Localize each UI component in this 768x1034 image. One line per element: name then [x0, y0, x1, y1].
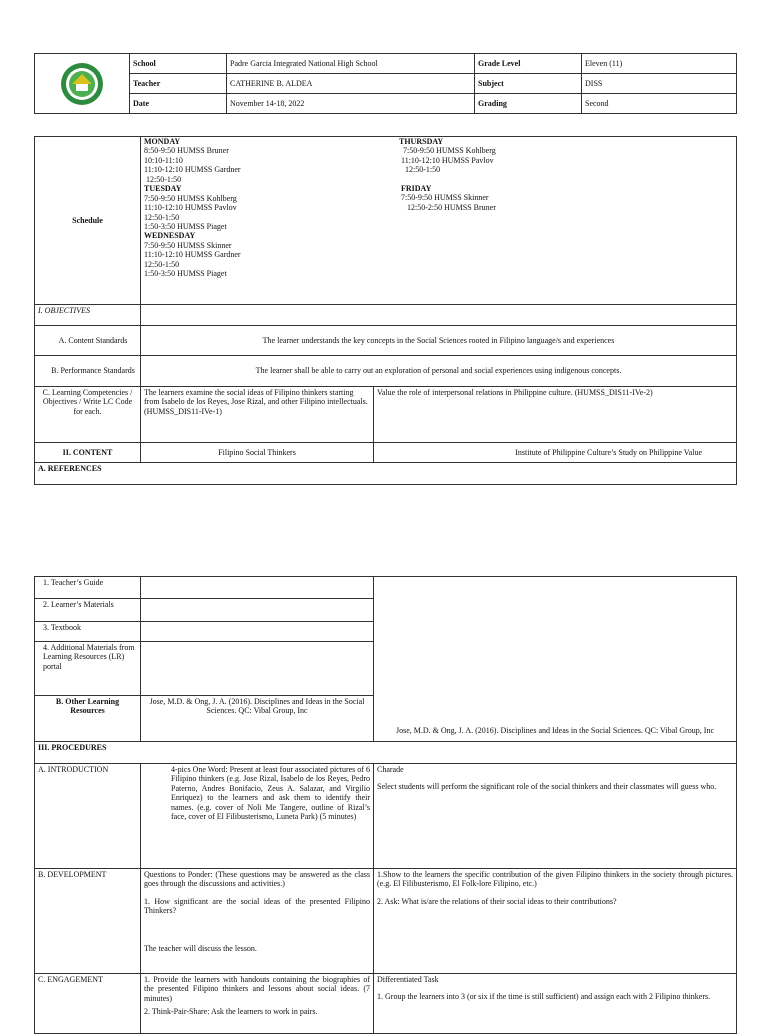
schedule-entry: 8:50-9:50 HUMSS Bruner — [144, 146, 229, 156]
development-left-3: The teacher will discuss the lesson. — [144, 943, 257, 953]
development-left-2: 1. How significant are the social ideas of the presented Filipino Thinkers? — [144, 896, 370, 916]
schedule-entry: 12:50-1:50 — [399, 165, 441, 175]
resources-right-block — [374, 577, 737, 742]
schedule-entry: 12:50-1:50 — [144, 174, 182, 184]
date-label: Date — [130, 94, 227, 114]
textbook-label: 3. Textbook — [35, 622, 141, 642]
engagement-left — [141, 974, 374, 1034]
grading-value: Second — [582, 94, 737, 114]
competencies-label: C. Learning Competencies / Objectives / Write LC Code for each. — [35, 387, 141, 443]
schedule-label: Schedule — [35, 137, 141, 305]
references-label: A. REFERENCES — [35, 463, 737, 485]
objectives-label: I. OBJECTIVES — [35, 305, 141, 326]
schedule-entry: 1:50-3:50 HUMSS Piaget — [144, 221, 227, 231]
lesson-plan-table — [34, 136, 737, 485]
grade-value: Eleven (11) — [582, 54, 737, 74]
schedule-entry: 1:50-3:50 HUMSS Piaget — [144, 269, 227, 279]
schedule-entry: 11:10-12:10 HUMSS Gardner — [144, 250, 241, 260]
schedule-entry: 11:10-12:10 HUMSS Pavlov — [399, 155, 494, 165]
engagement-label: C. ENGAGEMENT — [35, 974, 141, 1034]
procedures-table — [34, 576, 737, 1034]
development-label: B. DEVELOPMENT — [35, 869, 141, 974]
schedule-entry — [399, 175, 733, 184]
other-resources-label: B. Other Learning Resources — [35, 696, 141, 742]
additional-materials-label: 4. Additional Materials from Learning Resources (LR) portal — [35, 642, 141, 696]
header-table — [34, 53, 737, 114]
teachers-guide-value — [141, 577, 374, 599]
introduction-label: A. INTRODUCTION — [35, 764, 141, 869]
logo-cell — [35, 54, 130, 114]
teachers-guide-label: 1. Teacher’s Guide — [35, 577, 141, 599]
date-value: November 14-18, 2022 — [227, 94, 475, 114]
content-standards-value: The learner understands the key concepts in the Social Sciences rooted in Filipino language/s and experiences — [141, 326, 737, 356]
content-label: II. CONTENT — [35, 443, 141, 463]
introduction-right — [374, 764, 737, 869]
content-left: Filipino Social Thinkers — [141, 443, 374, 463]
schedule-entry: 11:10-12:10 HUMSS Pavlov — [144, 203, 237, 213]
subject-label: Subject — [475, 74, 582, 94]
schedule-entry: 11:10-12:10 HUMSS Gardner — [144, 165, 241, 175]
schedule-entry: 7:50-9:50 HUMSS Skinner — [399, 193, 489, 203]
school-seal-logo-icon — [38, 62, 126, 106]
schedule-entry: 7:50-9:50 HUMSS Kohlberg — [144, 193, 237, 203]
content-right: Institute of Philippine Culture’s Study on Philippine Value — [374, 443, 737, 463]
school-label: School — [130, 54, 227, 74]
grade-label: Grade Level — [475, 54, 582, 74]
procedures-label: III. PROCEDURES — [35, 742, 737, 764]
introduction-right-title: Charade — [377, 765, 404, 774]
teacher-value: CATHERINE B. ALDEA — [227, 74, 475, 94]
additional-materials-value — [141, 642, 374, 696]
schedule-day-heading: TUESDAY — [144, 184, 182, 194]
teacher-label: Teacher — [130, 74, 227, 94]
engagement-right-2: 1. Group the learners into 3 (or six if the time is still sufficient) and assign each with 2 Filipino thinkers. — [377, 992, 711, 1002]
performance-standards-label: B. Performance Standards — [35, 356, 141, 387]
competencies-left: The learners examine the social ideas of Filipino thinkers starting from Isabelo de los Reyes, Jose Rizal, and other Filipino intellectuals. (HUMSS_DIS11-IVe-1) — [141, 387, 374, 443]
schedule-cell — [141, 137, 737, 305]
schedule-left-list — [144, 137, 399, 279]
engagement-left-2: 2. Think-Pair-Share: Ask the learners to work in pairs. — [144, 1007, 318, 1017]
schedule-entry: 12:50-1:50 — [144, 212, 180, 222]
other-resources-left: Jose, M.D. & Ong, J. A. (2016). Disciplines and Ideas in the Social Sciences. QC: Vibal Group, Inc — [141, 696, 374, 742]
objectives-empty — [141, 305, 737, 326]
engagement-right — [374, 974, 737, 1034]
school-value: Padre Garcia Integrated National High School — [227, 54, 475, 74]
introduction-left: 4-pics One Word: Present at least four associated pictures of 6 Filipino thinkers (e.g. Jose Rizal, Isabelo de los Reyes, Pedro Paterno, Andres Bonifacio, Zeus A. Salazar, and Virgilio Enriquez) to the learners and ask them to identify their names. (e.g. cover of Noli Me Tangere, outline of Rizal’s face, cover of El Filibusterismo, Luneta Park) (5 minutes) — [141, 764, 374, 869]
schedule-entry: 12:50-1:50 — [144, 259, 180, 269]
schedule-entry: 12:50-2:50 HUMSS Bruner — [399, 202, 496, 212]
introduction-right-text: Select students will perform the significant role of the social thinkers and their classmates will guess who. — [377, 782, 717, 792]
learners-materials-value — [141, 599, 374, 622]
competencies-right: Value the role of interpersonal relations in Philippine culture. (HUMSS_DIS11-IVe-2) — [374, 387, 737, 443]
schedule-day-heading: THURSDAY — [399, 137, 444, 146]
development-right — [374, 869, 737, 974]
schedule-day-heading: MONDAY — [144, 137, 181, 146]
development-left — [141, 869, 374, 974]
schedule-entry: 7:50-9:50 HUMSS Skinner — [144, 240, 232, 250]
engagement-left-1: 1. Provide the learners with handouts containing the biographies of the presented Filipino thinkers and lessons about social ideas. (7 minutes) — [144, 975, 370, 1003]
development-left-1: Questions to Ponder: (These questions may be answered as the class goes through the discussions and activities.) — [144, 870, 370, 889]
performance-standards-value: The learner shall be able to carry out an exploration of personal and social experiences using indigenous concepts. — [141, 356, 737, 387]
textbook-value — [141, 622, 374, 642]
development-right-2: 2. Ask: What is/are the relations of their social ideas to their contributions? — [377, 896, 617, 906]
schedule-entry: 10:10-11:10 — [144, 155, 183, 165]
other-resources-right: Jose, M.D. & Ong, J. A. (2016). Disciplines and Ideas in the Social Sciences. QC: Vibal Group, Inc — [396, 725, 714, 735]
schedule-day-heading: WEDNESDAY — [144, 231, 196, 241]
subject-value: DISS — [582, 74, 737, 94]
engagement-right-1: Differentiated Task — [377, 975, 439, 984]
schedule-entry: 7:50-9:50 HUMSS Kohlberg — [399, 146, 496, 156]
development-right-1: 1.Show to the learners the specific contribution of the given Filipino thinkers in the society through pictures. (e.g. El Filibusterismo, El Folk-lore Filipino, etc.) — [377, 870, 733, 889]
schedule-day-heading: FRIDAY — [399, 183, 432, 193]
grading-label: Grading — [475, 94, 582, 114]
content-standards-label: A. Content Standards — [35, 326, 141, 356]
schedule-right-list — [399, 137, 733, 279]
learners-materials-label: 2. Learner’s Materials — [35, 599, 141, 622]
